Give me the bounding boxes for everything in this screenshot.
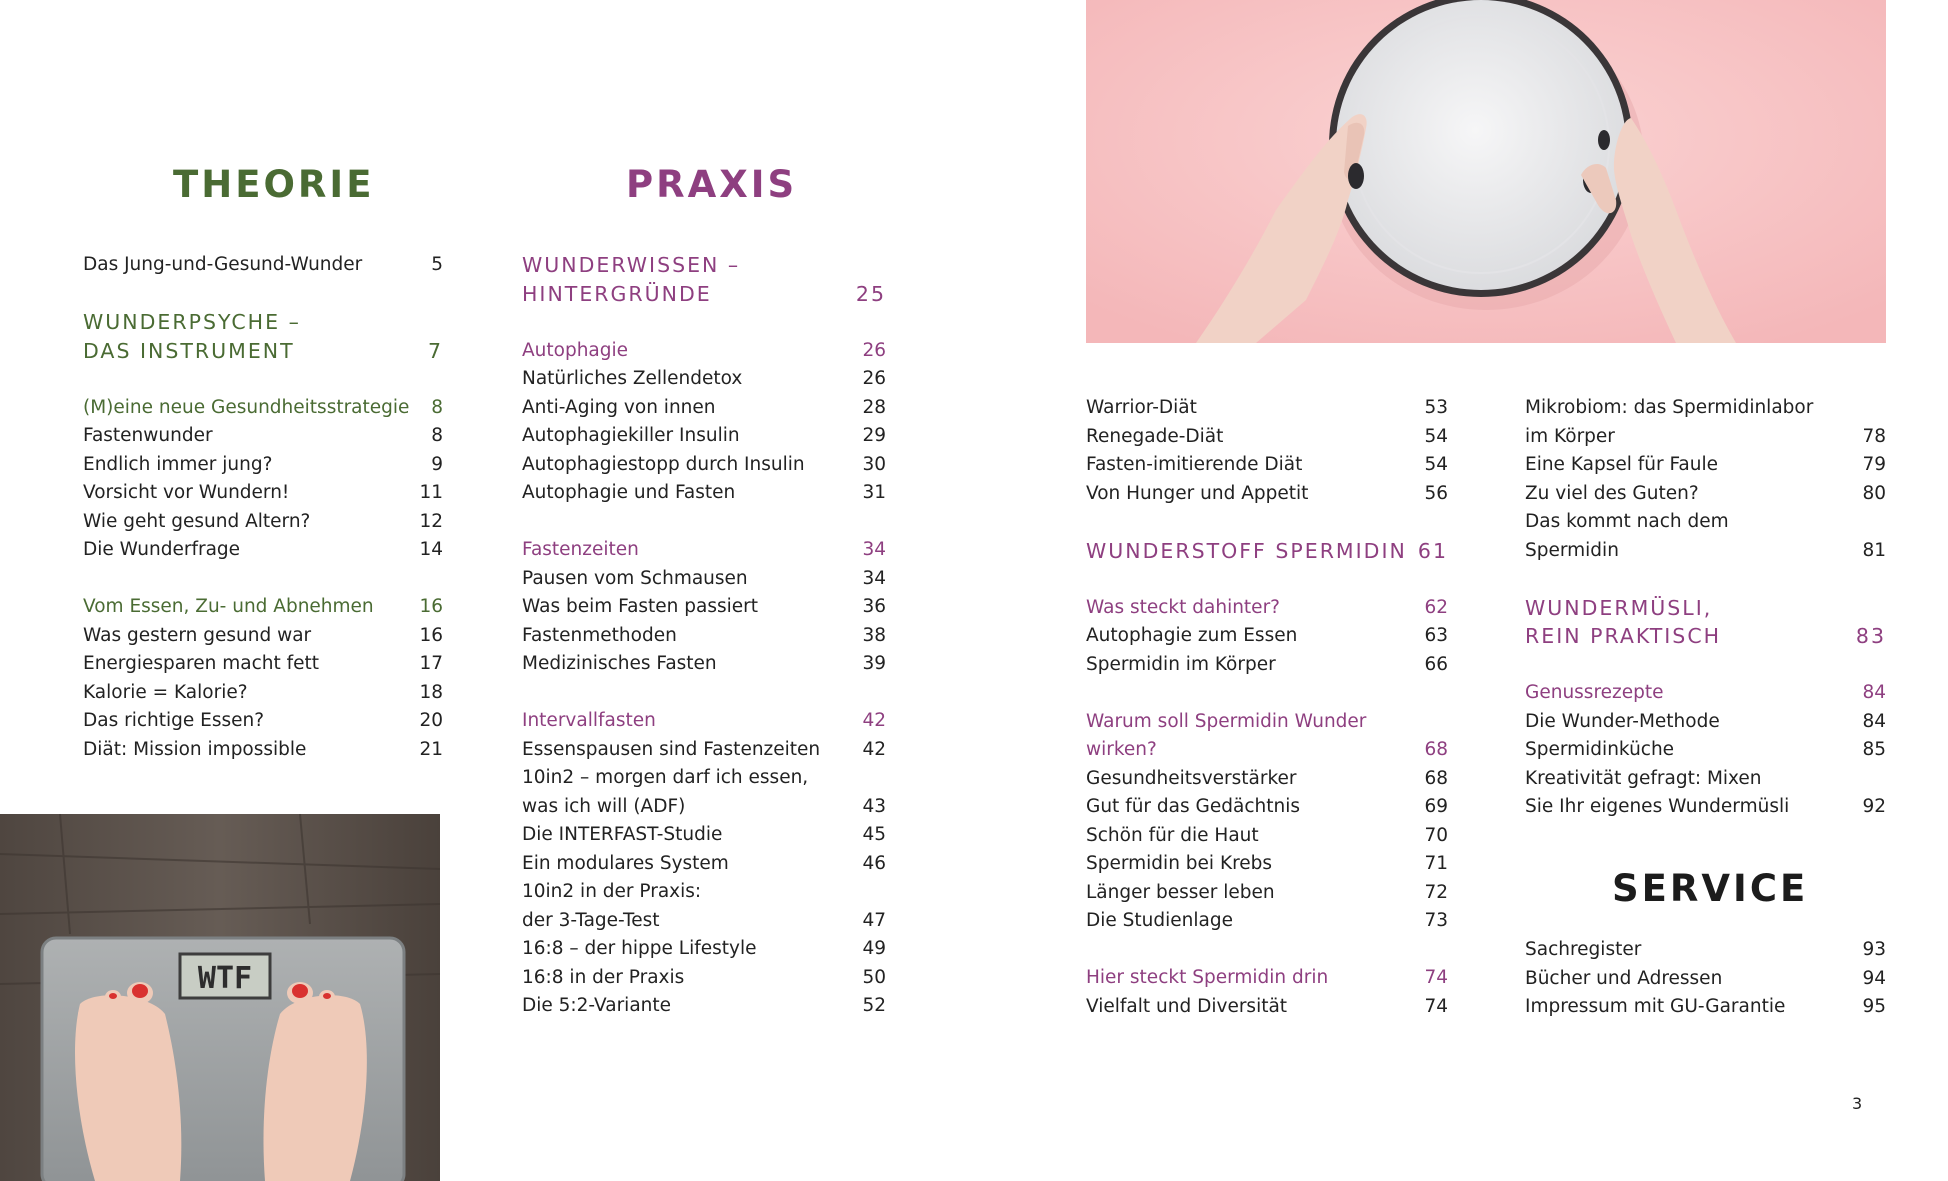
- toc-entry-title: Vom Essen, Zu- und Abnehmen: [83, 596, 374, 617]
- toc-page-number: 71: [1424, 853, 1448, 874]
- toc-spacer: [522, 679, 886, 708]
- toc-page-number: 25: [855, 281, 886, 306]
- toc-entry-title: Autophagie zum Essen: [1086, 625, 1298, 646]
- toc-chapter-heading[interactable]: [83, 308, 443, 337]
- toc-entry[interactable]: [1086, 822, 1448, 851]
- toc-entry-title: Anti-Aging von innen: [522, 396, 716, 418]
- toc-entry-title: Autophagie: [522, 339, 629, 361]
- toc-page-number: 50: [862, 966, 886, 988]
- toc-entry[interactable]: [522, 850, 886, 879]
- toc-entry-title: Die 5:2-Variante: [522, 995, 672, 1016]
- toc-page-number: 61: [1417, 538, 1448, 563]
- toc-page-number: 83: [1855, 624, 1886, 648]
- scale-illustration: [0, 814, 440, 1181]
- plate-photo: [1086, 0, 1886, 343]
- toc-entry[interactable]: [83, 650, 443, 679]
- toc-entry-title: Gesundheitsverstärker: [1086, 767, 1297, 789]
- toc-page-number: 62: [1424, 596, 1448, 618]
- toc-page-number: 74: [1424, 995, 1448, 1017]
- toc-entry[interactable]: [522, 907, 886, 936]
- toc-spacer: [83, 565, 443, 594]
- toc-entry-title: Renegade-Diät: [1086, 425, 1224, 447]
- toc-entry[interactable]: [1525, 508, 1886, 537]
- toc-page-number: 78: [1862, 425, 1886, 447]
- toc-column-praxis-3: [1525, 394, 1886, 822]
- toc-page-number: 47: [862, 909, 886, 931]
- toc-spacer: [1086, 679, 1448, 708]
- scale-photo: [0, 814, 440, 1181]
- toc-page-number: 73: [1424, 910, 1448, 931]
- toc-page-number: 34: [862, 567, 886, 589]
- toc-spacer: [1086, 565, 1448, 594]
- toc-column-theorie: [83, 251, 443, 764]
- toc-page-number: 56: [1424, 482, 1448, 504]
- toc-entry-title: was ich will (ADF): [522, 795, 686, 817]
- toc-chapter-heading[interactable]: [1525, 622, 1886, 651]
- toc-entry-title: Kalorie = Kalorie?: [83, 681, 248, 703]
- toc-page-number: 18: [419, 681, 443, 703]
- toc-entry-title: Fasten-imitierende Diät: [1086, 454, 1303, 475]
- heading-praxis: PRAXIS: [626, 163, 798, 206]
- toc-page-number: 68: [1424, 767, 1448, 789]
- toc-page-number: 38: [862, 624, 886, 646]
- toc-entry-title: WUNDERSTOFF SPERMIDIN: [1086, 538, 1407, 563]
- toc-entry-title: 10in2 – morgen darf ich essen,: [522, 767, 809, 788]
- toc-entry-title: DAS INSTRUMENT: [83, 338, 295, 363]
- toc-page-number: 21: [419, 738, 443, 760]
- toc-entry-title: Autophagiekiller Insulin: [522, 425, 740, 446]
- toc-spacer: [83, 280, 443, 309]
- toc-entry-title: Von Hunger und Appetit: [1086, 482, 1309, 504]
- toc-entry[interactable]: [1086, 907, 1448, 936]
- toc-page-number: 29: [862, 425, 886, 446]
- toc-entry-title: Diät: Mission impossible: [83, 738, 307, 760]
- toc-entry[interactable]: [83, 251, 443, 280]
- toc-entry-title: Gut für das Gedächtnis: [1086, 796, 1300, 817]
- toc-entry[interactable]: [522, 422, 886, 451]
- toc-page-number: 16: [419, 596, 443, 617]
- toc-entry-title: Die Wunder-Methode: [1525, 710, 1720, 732]
- scale-display: WTF: [197, 961, 253, 996]
- toc-entry[interactable]: [83, 422, 443, 451]
- toc-section-title[interactable]: [522, 707, 886, 736]
- toc-entry[interactable]: [522, 593, 886, 622]
- toc-entry[interactable]: [1525, 423, 1886, 452]
- toc-entry-title: Kreativität gefragt: Mixen: [1525, 767, 1762, 789]
- toc-page-number: 84: [1862, 710, 1886, 732]
- toc-page-number: 14: [419, 539, 443, 560]
- toc-chapter-heading[interactable]: [83, 337, 443, 366]
- toc-entry-title: Mikrobiom: das Spermidinlabor: [1525, 397, 1814, 418]
- toc-page-number: 81: [1862, 539, 1886, 561]
- toc-entry-title: Was gestern gesund war: [83, 624, 312, 646]
- toc-entry-title: Autophagiestopp durch Insulin: [522, 453, 805, 475]
- toc-entry[interactable]: [83, 479, 443, 508]
- toc-entry[interactable]: [1086, 651, 1448, 680]
- toc-entry[interactable]: [522, 878, 886, 907]
- toc-entry[interactable]: [1525, 480, 1886, 509]
- toc-page-number: 42: [862, 738, 886, 760]
- toc-page-number: 70: [1424, 824, 1448, 846]
- toc-entry[interactable]: [1525, 537, 1886, 566]
- toc-entry-title: WUNDERPSYCHE –: [83, 310, 301, 334]
- toc-entry-title: Warrior-Diät: [1086, 397, 1197, 418]
- toc-page-number: 30: [862, 453, 886, 475]
- toc-entry[interactable]: [522, 650, 886, 679]
- toc-entry-title: Spermidin im Körper: [1086, 653, 1276, 675]
- toc-page-number: 7: [427, 338, 443, 363]
- toc-section-title[interactable]: [1086, 736, 1448, 765]
- toc-page-number: 31: [862, 482, 886, 503]
- toc-entry-title: Impressum mit GU-Garantie: [1525, 996, 1786, 1017]
- toc-page-number: 72: [1424, 881, 1448, 903]
- toc-page-number: 20: [419, 710, 443, 731]
- toc-entry[interactable]: [1525, 793, 1886, 822]
- toc-page-number: 11: [419, 482, 443, 503]
- toc-entry[interactable]: [83, 622, 443, 651]
- toc-page-number: 46: [862, 852, 886, 874]
- toc-page-number: 79: [1862, 454, 1886, 475]
- toc-entry-title: Medizinisches Fasten: [522, 653, 717, 674]
- toc-column-service: [1525, 936, 1886, 1022]
- toc-page-number: 52: [862, 995, 886, 1016]
- toc-page-number: 85: [1862, 739, 1886, 760]
- toc-entry[interactable]: [1525, 736, 1886, 765]
- toc-entry[interactable]: [1086, 993, 1448, 1022]
- toc-entry[interactable]: [522, 451, 886, 480]
- toc-entry-title: 16:8 – der hippe Lifestyle: [522, 938, 757, 959]
- toc-section-title[interactable]: [522, 536, 886, 565]
- toc-spacer: [522, 308, 886, 337]
- toc-entry-title: Energiesparen macht fett: [83, 653, 320, 674]
- toc-section-title[interactable]: [1086, 964, 1448, 993]
- toc-page-number: 12: [419, 510, 443, 532]
- toc-entry[interactable]: [1086, 879, 1448, 908]
- toc-entry[interactable]: [83, 736, 443, 765]
- toc-section-title[interactable]: [83, 394, 443, 423]
- toc-chapter-heading[interactable]: [522, 251, 886, 280]
- toc-entry[interactable]: [1525, 936, 1886, 965]
- toc-entry[interactable]: [1086, 765, 1448, 794]
- toc-entry[interactable]: [1086, 850, 1448, 879]
- toc-entry-title: WUNDERWISSEN –: [522, 253, 741, 277]
- toc-entry[interactable]: [83, 451, 443, 480]
- toc-entry[interactable]: [522, 764, 886, 793]
- toc-page-number: 28: [862, 396, 886, 418]
- toc-entry-title: REIN PRAKTISCH: [1525, 624, 1722, 648]
- toc-page-number: 80: [1862, 482, 1886, 504]
- toc-entry[interactable]: [83, 707, 443, 736]
- toc-page-number: 74: [1424, 967, 1448, 988]
- toc-page-number: 8: [431, 396, 443, 418]
- toc-spacer: [1086, 508, 1448, 537]
- toc-entry-title: Natürliches Zellendetox: [522, 368, 743, 389]
- toc-entry-title: Fastenwunder: [83, 425, 213, 446]
- toc-entry-title: Sie Ihr eigenes Wundermüsli: [1525, 796, 1790, 817]
- toc-page-number: 53: [1424, 397, 1448, 418]
- toc-entry-title: Die INTERFAST-Studie: [522, 824, 723, 845]
- toc-page-number: 54: [1424, 425, 1448, 447]
- toc-page-number: 5: [431, 254, 443, 275]
- toc-spacer: [83, 365, 443, 394]
- toc-entry[interactable]: [522, 964, 886, 993]
- toc-entry[interactable]: [1086, 622, 1448, 651]
- toc-entry[interactable]: [1086, 394, 1448, 423]
- toc-section-title[interactable]: [1086, 708, 1448, 737]
- toc-page-number: 43: [862, 795, 886, 817]
- toc-entry[interactable]: [1086, 451, 1448, 480]
- toc-entry[interactable]: [1086, 423, 1448, 452]
- toc-page-number: 84: [1862, 682, 1886, 703]
- toc-entry[interactable]: [522, 793, 886, 822]
- toc-page-number: 42: [862, 710, 886, 731]
- toc-chapter-heading[interactable]: [1525, 594, 1886, 623]
- toc-section-title[interactable]: [1086, 594, 1448, 623]
- page-number: 3: [1852, 1094, 1863, 1113]
- toc-entry-title: Pausen vom Schmausen: [522, 567, 748, 589]
- toc-entry-title: Die Studienlage: [1086, 910, 1233, 931]
- toc-page-number: 36: [862, 596, 886, 617]
- toc-entry-title: WUNDERMÜSLI,: [1525, 595, 1713, 620]
- toc-entry[interactable]: [1525, 765, 1886, 794]
- toc-entry-title: Fastenmethoden: [522, 624, 677, 646]
- toc-entry[interactable]: [522, 365, 886, 394]
- toc-column-praxis-2: [1086, 394, 1448, 1021]
- toc-page-number: 69: [1424, 796, 1448, 817]
- toc-column-praxis-1: [522, 251, 886, 1021]
- toc-page-number: 39: [862, 653, 886, 674]
- toc-entry[interactable]: [83, 508, 443, 537]
- toc-page-number: 9: [431, 453, 443, 475]
- toc-entry-title: Länger besser leben: [1086, 881, 1275, 903]
- toc-entry-title: Das richtige Essen?: [83, 710, 265, 731]
- toc-entry-title: Hier steckt Spermidin drin: [1086, 967, 1329, 988]
- toc-entry-title: Ein modulares System: [522, 852, 729, 874]
- toc-entry-title: Spermidin bei Krebs: [1086, 853, 1273, 874]
- toc-entry-title: Essenspausen sind Fastenzeiten: [522, 738, 821, 760]
- toc-entry-title: (M)eine neue Gesundheitsstrategie: [83, 396, 410, 418]
- toc-entry-title: Vielfalt und Diversität: [1086, 995, 1288, 1017]
- toc-page-number: 45: [862, 824, 886, 845]
- toc-spacer: [522, 508, 886, 537]
- toc-page-number: 95: [1862, 996, 1886, 1017]
- toc-section-title[interactable]: [83, 593, 443, 622]
- toc-page-number: 93: [1862, 939, 1886, 960]
- toc-entry[interactable]: [522, 992, 886, 1021]
- toc-page-number: 17: [419, 653, 443, 674]
- toc-entry-title: wirken?: [1086, 739, 1157, 760]
- toc-entry[interactable]: [83, 679, 443, 708]
- toc-spacer: [1086, 936, 1448, 965]
- toc-entry[interactable]: [1525, 965, 1886, 994]
- toc-page-number: 94: [1862, 967, 1886, 989]
- toc-page-number: 54: [1424, 454, 1448, 475]
- toc-entry-title: Warum soll Spermidin Wunder: [1086, 710, 1367, 732]
- toc-entry[interactable]: [1086, 480, 1448, 509]
- heading-theorie: THEORIE: [173, 163, 375, 206]
- toc-spacer: [1525, 565, 1886, 594]
- toc-entry[interactable]: [1086, 793, 1448, 822]
- toc-entry-title: Bücher und Adressen: [1525, 967, 1723, 989]
- toc-page-number: 49: [862, 938, 886, 959]
- toc-entry[interactable]: [522, 935, 886, 964]
- toc-entry[interactable]: [522, 821, 886, 850]
- toc-chapter-heading[interactable]: [1086, 537, 1448, 566]
- toc-entry-title: HINTERGRÜNDE: [522, 281, 712, 306]
- toc-entry-title: Spermidin: [1525, 539, 1619, 561]
- toc-entry[interactable]: [1525, 708, 1886, 737]
- toc-entry-title: Eine Kapsel für Faule: [1525, 454, 1718, 475]
- toc-entry[interactable]: [522, 565, 886, 594]
- toc-section-title[interactable]: [522, 337, 886, 366]
- toc-entry-title: Sachregister: [1525, 939, 1642, 960]
- toc-entry-title: Spermidinküche: [1525, 739, 1675, 760]
- plate-illustration: [1086, 0, 1886, 343]
- toc-entry-title: Was steckt dahinter?: [1086, 596, 1280, 618]
- toc-entry[interactable]: [1525, 993, 1886, 1022]
- toc-entry[interactable]: [1525, 451, 1886, 480]
- toc-entry-title: Vorsicht vor Wundern!: [83, 482, 290, 503]
- toc-chapter-heading[interactable]: [522, 280, 886, 309]
- toc-entry-title: Schön für die Haut: [1086, 824, 1259, 846]
- toc-page-number: 16: [419, 624, 443, 646]
- toc-section-title[interactable]: [1525, 679, 1886, 708]
- toc-entry[interactable]: [522, 736, 886, 765]
- toc-page-number: 26: [862, 368, 886, 389]
- toc-entry-title: Intervallfasten: [522, 710, 656, 731]
- toc-entry[interactable]: [522, 479, 886, 508]
- toc-entry[interactable]: [522, 394, 886, 423]
- toc-entry-title: Autophagie und Fasten: [522, 482, 736, 503]
- toc-page-number: 34: [862, 539, 886, 560]
- toc-entry-title: Fastenzeiten: [522, 539, 639, 560]
- toc-page-number: 63: [1424, 625, 1448, 646]
- toc-entry[interactable]: [83, 536, 443, 565]
- toc-page-number: 92: [1862, 796, 1886, 817]
- toc-entry-title: Endlich immer jung?: [83, 453, 273, 475]
- toc-entry[interactable]: [1525, 394, 1886, 423]
- toc-entry-title: Das kommt nach dem: [1525, 511, 1729, 532]
- toc-page-number: 8: [431, 425, 443, 446]
- toc-page-number: 26: [862, 339, 886, 361]
- toc-entry-title: Zu viel des Guten?: [1525, 482, 1699, 504]
- toc-entry-title: der 3-Tage-Test: [522, 909, 660, 931]
- toc-entry-title: Wie geht gesund Altern?: [83, 510, 311, 532]
- toc-entry[interactable]: [522, 622, 886, 651]
- toc-page-number: 68: [1424, 739, 1448, 760]
- heading-service: SERVICE: [1612, 867, 1809, 910]
- toc-entry-title: 16:8 in der Praxis: [522, 966, 685, 988]
- toc-entry-title: 10in2 in der Praxis:: [522, 881, 702, 902]
- toc-entry-title: Das Jung-und-Gesund-Wunder: [83, 254, 363, 275]
- toc-spacer: [1525, 651, 1886, 680]
- toc-entry-title: Die Wunderfrage: [83, 539, 241, 560]
- toc-page-number: 66: [1424, 653, 1448, 675]
- toc-entry-title: Genussrezepte: [1525, 682, 1664, 703]
- toc-entry-title: Was beim Fasten passiert: [522, 596, 759, 617]
- toc-entry-title: im Körper: [1525, 425, 1615, 447]
